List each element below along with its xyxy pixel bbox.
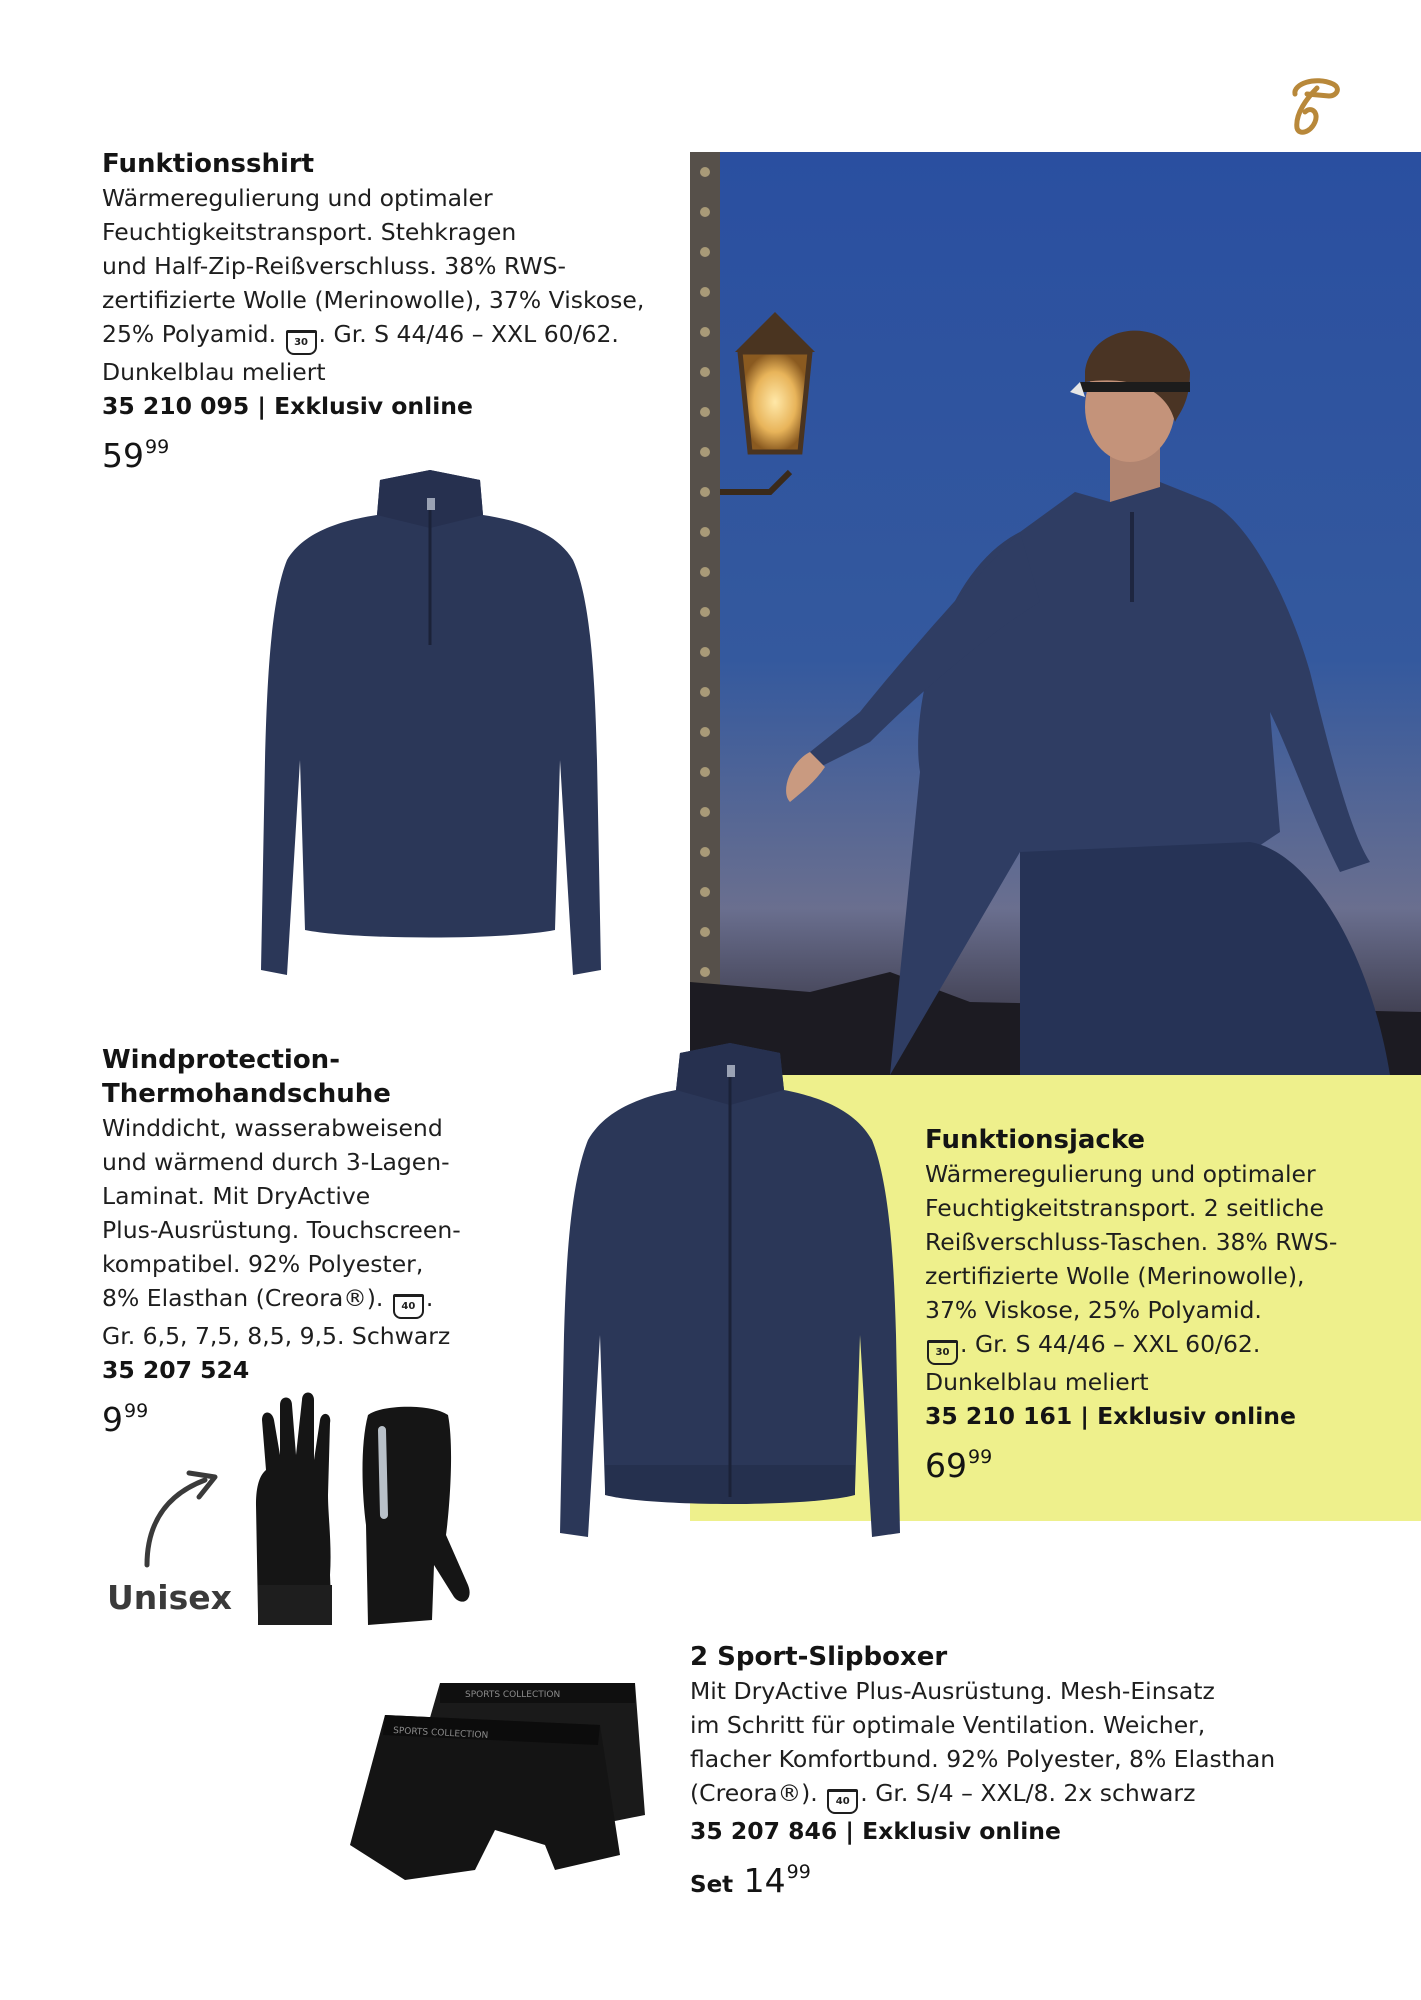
jacket-product-image (550, 1035, 910, 1545)
price-cents: 99 (968, 1446, 993, 1468)
shirt-product-image (255, 460, 605, 985)
price-prefix: Set (690, 1872, 734, 1898)
product-description-line (925, 1327, 1405, 1365)
wash-icon (393, 1294, 424, 1319)
product-description-line: 37% Viskose, 25% Polyamid. (925, 1296, 1262, 1324)
product-description-line: Mit DryActive Plus-Ausrüstung. Mesh-Einsatz (690, 1677, 1215, 1705)
wash-temperature: 30 (935, 1347, 950, 1358)
product-description-line: und Half-Zip-Reißverschluss. 38% RWS- (102, 252, 566, 280)
wash-temperature: 30 (294, 337, 308, 348)
product-title: Funktionsshirt (102, 149, 315, 179)
product-shirt (102, 147, 662, 476)
product-description-line: kompatibel. 92% Polyester, (102, 1250, 424, 1278)
arrow-icon (135, 1465, 225, 1575)
product-description-line (102, 317, 662, 355)
wash-temperature: 40 (401, 1301, 416, 1312)
price-cents: 99 (124, 1400, 149, 1422)
product-description-line: Laminat. Mit DryActive (102, 1182, 371, 1210)
product-description-line: zertifizierte Wolle (Merinowolle), 37% Viskose, (102, 286, 645, 314)
price-main: 59 (102, 436, 144, 475)
product-description-line: im Schritt für optimale Ventilation. Weicher, (690, 1711, 1206, 1739)
product-description-line: Feuchtigkeitstransport. Stehkragen (102, 218, 517, 246)
description-text: (Creora®). (690, 1779, 818, 1807)
product-description-line: Plus-Ausrüstung. Touchscreen- (102, 1216, 461, 1244)
product-boxer (690, 1640, 1310, 1902)
article-number: 35 210 161 | Exklusiv online (925, 1402, 1296, 1430)
product-description-line: Wärmeregulierung und optimaler (925, 1160, 1316, 1188)
article-number: 35 210 095 | Exklusiv online (102, 392, 473, 420)
boxer-product-image (345, 1675, 655, 1890)
price-main: 69 (925, 1446, 967, 1485)
price-cents: 99 (145, 436, 170, 458)
tchibo-logo-icon (1285, 72, 1343, 138)
article-number: 35 207 524 (102, 1356, 250, 1384)
product-title: Funktionsjacke (925, 1125, 1146, 1155)
waistband-text: SPORTS COLLECTION (465, 1690, 561, 1700)
product-price (690, 1852, 1310, 1902)
waistband-text: SPORTS COLLECTION (392, 1726, 489, 1741)
product-gloves (102, 1043, 552, 1440)
description-text: 8% Elasthan (Creora®). (102, 1284, 384, 1312)
product-jacket (925, 1123, 1405, 1486)
product-description-line: Feuchtigkeitstransport. 2 seitliche (925, 1194, 1324, 1222)
product-price (925, 1437, 1405, 1486)
size-info: . Gr. S/4 – XXL/8. 2x schwarz (860, 1779, 1196, 1807)
wash-icon (827, 1789, 858, 1814)
wash-icon (927, 1340, 958, 1365)
article-number: 35 207 846 | Exklusiv online (690, 1817, 1061, 1845)
size-info: . Gr. S 44/46 – XXL 60/62. (960, 1330, 1261, 1358)
product-description-line: Reißverschluss-Taschen. 38% RWS- (925, 1228, 1338, 1256)
description-text: 25% Polyamid. (102, 320, 277, 348)
price-main: 14 (743, 1861, 786, 1900)
product-description-line: und wärmend durch 3-Lagen- (102, 1148, 450, 1176)
product-title-line: Windprotection- (102, 1045, 340, 1075)
gloves-product-image (250, 1385, 480, 1635)
product-title: 2 Sport-Slipboxer (690, 1642, 948, 1672)
product-description-line: zertifizierte Wolle (Merinowolle), (925, 1262, 1305, 1290)
price-main: 9 (102, 1400, 123, 1439)
product-description-line: flacher Komfortbund. 92% Polyester, 8% Elasthan (690, 1745, 1276, 1773)
product-color: Dunkelblau meliert (925, 1368, 1149, 1396)
size-info: . Gr. S 44/46 – XXL 60/62. (318, 320, 619, 348)
hero-photo (690, 152, 1421, 1075)
wash-icon (286, 330, 317, 355)
unisex-badge: Unisex (107, 1578, 232, 1617)
product-description-line: Wärmeregulierung und optimaler (102, 184, 493, 212)
wash-temperature: 40 (835, 1796, 850, 1807)
product-title-line: Thermohandschuhe (102, 1079, 391, 1109)
product-description-line (102, 1281, 552, 1319)
size-color: Gr. 6,5, 7,5, 8,5, 9,5. Schwarz (102, 1322, 451, 1350)
product-description-line (690, 1776, 1310, 1814)
description-text: . (425, 1284, 434, 1312)
price-cents: 99 (786, 1861, 811, 1883)
product-description-line: Winddicht, wasserabweisend (102, 1114, 443, 1142)
product-color: Dunkelblau meliert (102, 358, 326, 386)
